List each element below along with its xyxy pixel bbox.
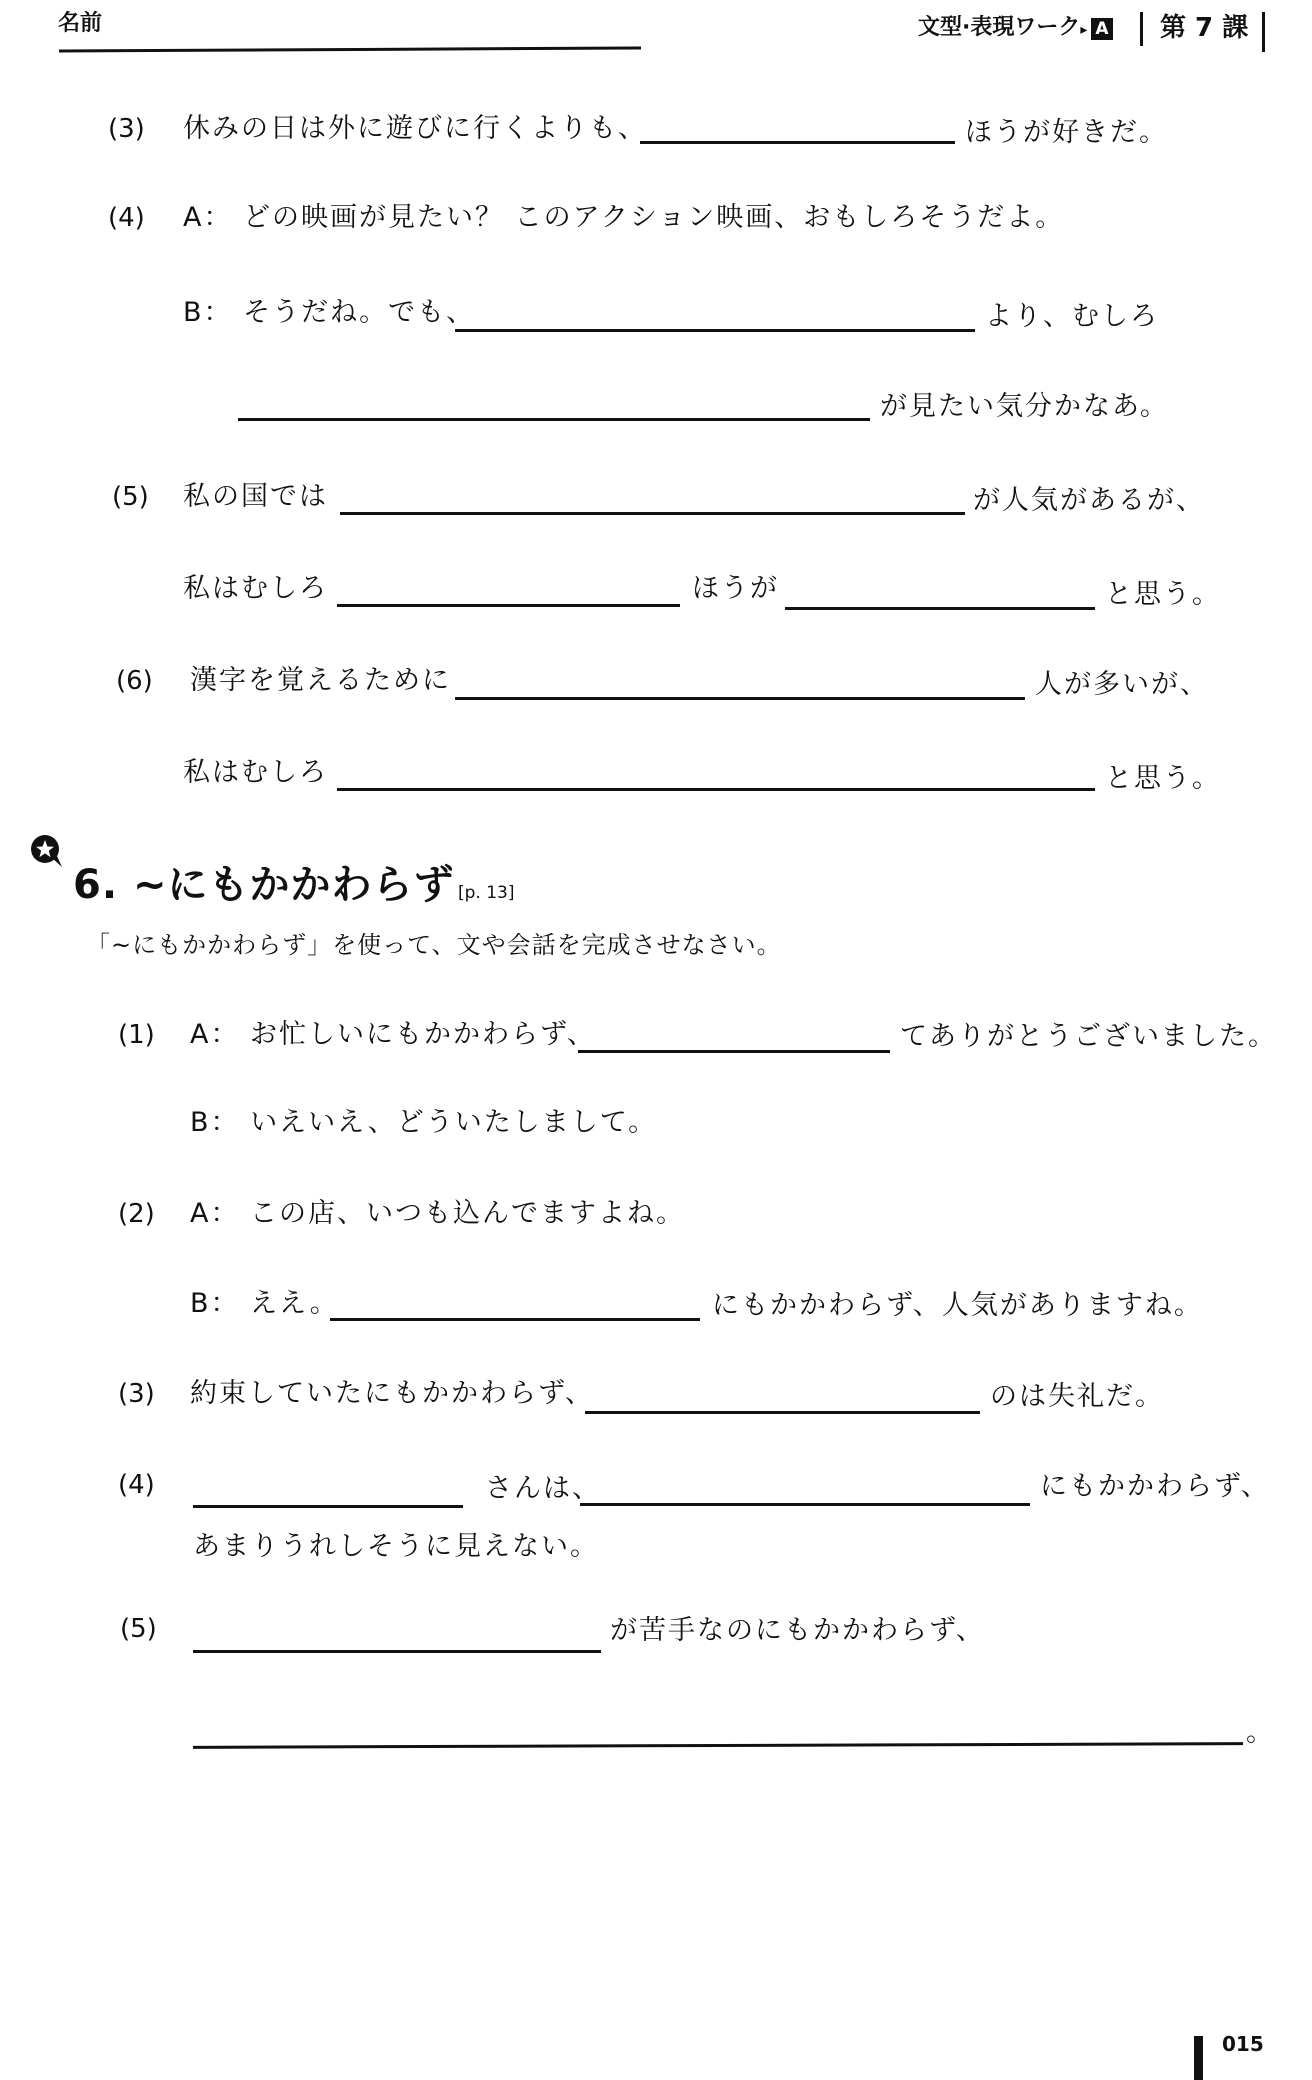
question-text: 私はむしろ xyxy=(183,757,328,788)
answer-blank[interactable] xyxy=(340,512,965,515)
question-text: が見たい気分かなあ。 xyxy=(880,391,1169,422)
header-divider xyxy=(1140,12,1143,46)
question-text: 約束していたにもかかわらず、 xyxy=(190,1378,594,1409)
book-title: 文型·表現ワーク xyxy=(918,15,1081,40)
answer-blank[interactable] xyxy=(337,604,680,607)
question-text: 休みの日は外に遊びに行くよりも、 xyxy=(183,113,647,144)
answer-blank[interactable] xyxy=(455,329,975,332)
question-text: と思う。 xyxy=(1105,579,1221,610)
instruction: 「~にもかかわらず」を使って、文や会話を完成させなさい。 xyxy=(86,931,782,959)
section-title: 6. ~にもかかわらず xyxy=(73,862,455,908)
question-text: より、むしろ xyxy=(985,301,1159,332)
page-number: 015 xyxy=(1222,2032,1264,2056)
question-text: 私の国では xyxy=(183,481,328,512)
book-title-header xyxy=(918,14,1113,44)
star-speech-bubble-icon xyxy=(30,834,64,868)
question-text: にもかかわらず、 xyxy=(1040,1471,1270,1502)
question-number: (3) xyxy=(108,114,145,144)
answer-blank[interactable] xyxy=(578,1050,890,1053)
answer-blank[interactable] xyxy=(330,1318,700,1321)
answer-blank[interactable] xyxy=(785,607,1095,610)
dialogue-b: B： ええ。 xyxy=(190,1288,339,1319)
answer-blank[interactable] xyxy=(640,141,955,144)
sentence-end: 。 xyxy=(1246,1717,1275,1748)
question-text: にもかかわらず、人気がありますね。 xyxy=(712,1290,1203,1321)
question-number: (6) xyxy=(116,666,153,696)
lesson-number: 第 7 課 xyxy=(1160,13,1249,43)
question-text: てありがとうございました。 xyxy=(900,1021,1277,1052)
answer-blank[interactable] xyxy=(193,1650,601,1653)
question-text: が苦手なのにもかかわらず、 xyxy=(610,1615,985,1646)
answer-blank[interactable] xyxy=(455,697,1025,700)
level-badge: A xyxy=(1091,18,1112,40)
name-label: 名前 xyxy=(58,11,103,36)
question-text: と思う。 xyxy=(1105,763,1221,794)
dialogue-b: B： そうだね。でも、 xyxy=(183,297,476,328)
question-number: (3) xyxy=(118,1379,155,1409)
dialogue-a: A： どの映画が見たい？ このアクション映画、おもしろそうだよ。 xyxy=(183,202,1065,233)
dialogue-a: A： この店、いつも込んでますよね。 xyxy=(190,1198,686,1229)
question-text: のは失礼だ。 xyxy=(990,1381,1164,1412)
answer-blank[interactable] xyxy=(580,1503,1030,1506)
page-marker-bar xyxy=(1194,2036,1203,2080)
question-text: さんは、 xyxy=(485,1473,601,1504)
arrow-right-icon: ▸ xyxy=(1080,22,1088,38)
question-number: (2) xyxy=(118,1199,155,1229)
question-number: (5) xyxy=(120,1614,157,1644)
question-text: 人が多いが、 xyxy=(1035,669,1209,700)
answer-blank[interactable] xyxy=(193,1742,1243,1749)
question-text: あまりうれしそうに見えない。 xyxy=(193,1531,599,1562)
question-text: ほうが xyxy=(692,573,779,604)
name-field-line[interactable] xyxy=(59,46,641,52)
answer-blank[interactable] xyxy=(238,418,870,421)
dialogue-b: B： いえいえ、どういたしまして。 xyxy=(190,1107,658,1138)
dialogue-a: A： お忙しいにもかかわらず、 xyxy=(190,1019,596,1050)
header-divider xyxy=(1262,12,1265,52)
question-text: 私はむしろ xyxy=(183,573,328,604)
question-text: 漢字を覚えるために xyxy=(190,665,451,696)
answer-blank[interactable] xyxy=(585,1411,980,1414)
answer-blank[interactable] xyxy=(193,1505,463,1508)
question-text: が人気があるが、 xyxy=(973,485,1205,516)
question-number: (4) xyxy=(108,203,145,233)
question-number: (4) xyxy=(118,1470,155,1500)
question-text: ほうが好きだ。 xyxy=(965,117,1168,148)
page-reference: [p. 13] xyxy=(458,883,515,903)
answer-blank[interactable] xyxy=(337,788,1095,791)
question-number: (1) xyxy=(118,1020,155,1050)
question-number: (5) xyxy=(112,482,149,512)
